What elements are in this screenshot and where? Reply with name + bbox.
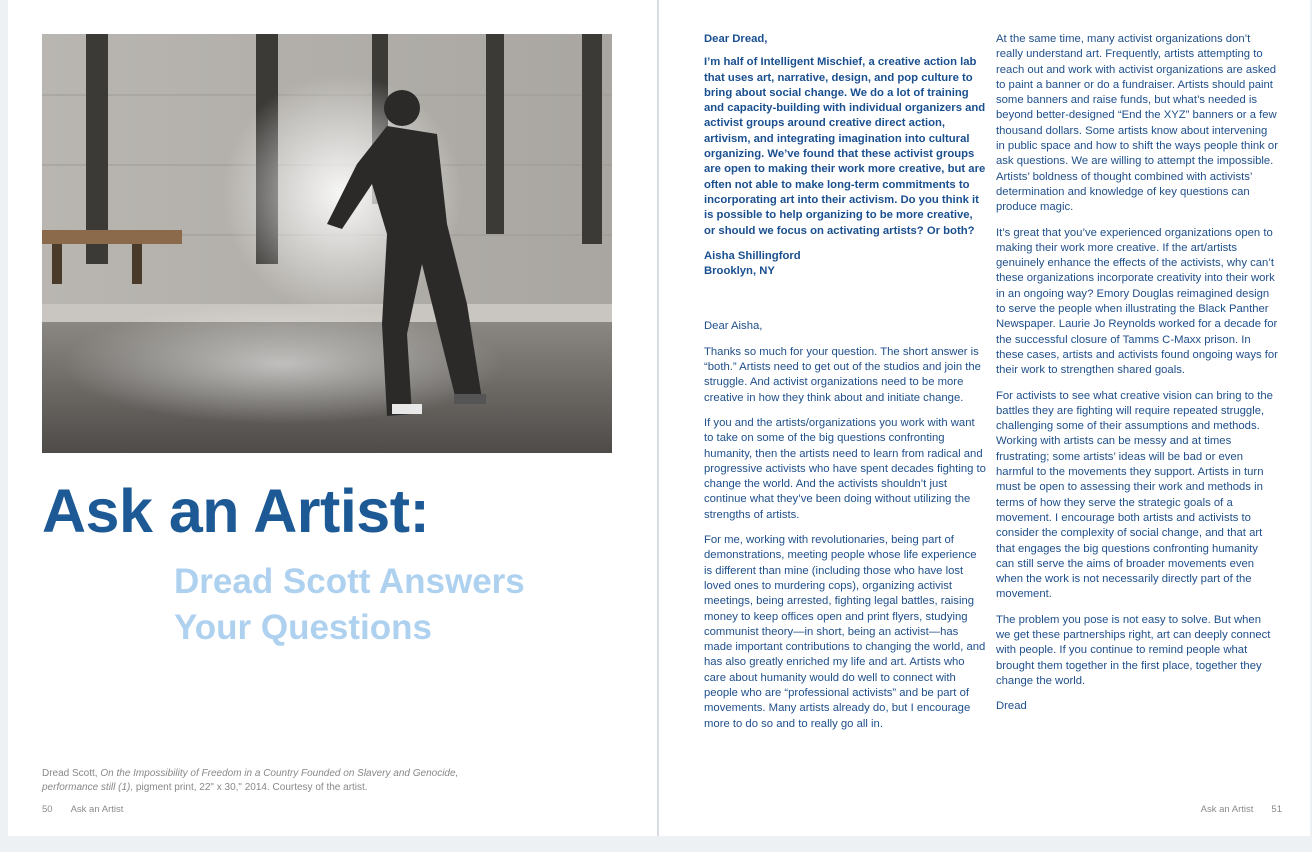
reply-paragraph: At the same time, many activist organizations don’t really understand art. Frequently, artists attempting to reach out and work with activist organizations are asked to paint a banner or do a fundraiser. Artists should paint some banners and raise funds, but what’s needed is beyond better-designed “End the XYZ” banners or a few thousand dollars. Some artists know about intervening in public space and how to shift the ways people think or ask questions. We are willing to attempt the impossible. Artists’ boldness of thought combined with activists’ determination and knowledge of key questions can produce magic.: [996, 33, 1278, 214]
page-gutter: [657, 0, 659, 836]
letter-signature-name: Aisha Shillingford: [704, 249, 801, 262]
right-page: [660, 0, 1310, 836]
reply-paragraph: For activists to see what creative vision can bring to the battles they are fighting will require repeated struggle, challenging some of their assumptions and methods. Working with artists can be messy and at times frustrating; some artists’ ideas will be bad or even harmful to the movements they support. Artists in turn must be open to assessing their work and methods in terms of how they serve the strategic goals of a movement. I encourage both artists and activists to consider the complexity of social change, and that art that engages the big questions confronting humanity can still serve the aims of broader movements even when the work is not necessarily directly part of the movement.: [996, 389, 1273, 601]
article-subhead: [174, 559, 525, 651]
reply-signoff: Dread: [996, 700, 1027, 713]
text-column-2: [996, 32, 1278, 724]
photo-caption: [42, 767, 512, 795]
article-headline: Ask an Artist:: [42, 477, 430, 545]
subhead-line: Dread Scott Answers: [174, 562, 525, 601]
caption-work: performance still (1),: [42, 782, 134, 793]
artwork-photo: [42, 34, 612, 453]
caption-line-2: [42, 781, 512, 795]
photo-illustration: [42, 34, 612, 453]
folio-left: [42, 804, 141, 815]
caption-title: On the Impossibility of Freedom in a Country Founded on Slavery and Genocide,: [100, 768, 459, 779]
running-head: Ask an Artist: [70, 804, 124, 815]
caption-line-1: [42, 767, 512, 781]
left-page: [8, 0, 656, 836]
magazine-spread: [8, 0, 1310, 836]
letter-greeting: Dear Dread,: [704, 33, 768, 45]
reply-paragraph: For me, working with revolutionaries, being part of demonstrations, meeting people whose life experience is different than mine (including those who have lost loved ones to murdering cops), organizing activist meetings, being arrested, fighting legal battles, raising money to keep offices open and print flyers, studying communist theory—in short, being an activist—has made important contributions to changing the world, and has also greatly enriched my life and art. Artists who care about humanity would do well to connect with people who are “professional activists” and be part of movements. Many artists already do, but I encourage more to do so and to really go all in.: [704, 534, 986, 730]
text-column-1: [704, 32, 986, 742]
reply-paragraph: It’s great that you’ve experienced organizations open to making their work more creative. If the art/artists genuinely enhance the effects of the activists, why can’t these organizations incorporate creativity into their work in an ongoing way? Emory Douglas reimagined design to serve the people when illustrating the Black Panther Newspaper. Laurie Jo Reynolds worked for a decade for the successful closure of Tamms C-Maxx prison. In these cases, artists and activists found ongoing ways for their work to strengthen shared goals.: [996, 226, 1278, 377]
caption-prefix: Dread Scott,: [42, 768, 101, 779]
running-head: Ask an Artist: [1200, 804, 1254, 815]
reply-paragraph: If you and the artists/organizations you work with want to take on some of the big questions confronting humanity, then the artists need to learn from radical and progressive activists who have spent decades fighting to change the world. And the activists shouldn’t just continue what they’ve been doing without utilizing the strengths of artists.: [704, 416, 986, 521]
reply-paragraph: Thanks so much for your question. The short answer is “both.” Artists need to get out of the studios and join the struggle. And activist organizations need to be more creative in how they think about and initiate change.: [704, 345, 981, 404]
reply-greeting: Dear Aisha,: [704, 320, 763, 333]
subhead-line: Your Questions: [174, 608, 432, 647]
reply-paragraph: The problem you pose is not easy to solve. But when we get these partnerships right, art can deeply connect with people. If you continue to remind people what brought them together in the first place, together they change the world.: [996, 613, 1271, 687]
page-number: 50: [42, 804, 53, 815]
letter-body: I’m half of Intelligent Mischief, a creative action lab that uses art, narrative, design, and pop culture to bring about social change. We do a lot of training and capacity-building with individual organizers and activist groups around creative direct action, artivism, and integrating imagination into cultural organizing. We’ve found that these activist groups are open to making their work more creative, but are often not able to make long-term commitments to incorporating art into their activism. Do you think it is possible to help organizing to be more creative, or should we focus on activating artists? Or both?: [704, 56, 986, 237]
letter-signature-place: Brooklyn, NY: [704, 265, 775, 278]
folio-right: [1183, 804, 1282, 815]
page-number: 51: [1271, 804, 1282, 815]
caption-details: pigment print, 22" x 30," 2014. Courtesy of the artist.: [133, 782, 368, 793]
